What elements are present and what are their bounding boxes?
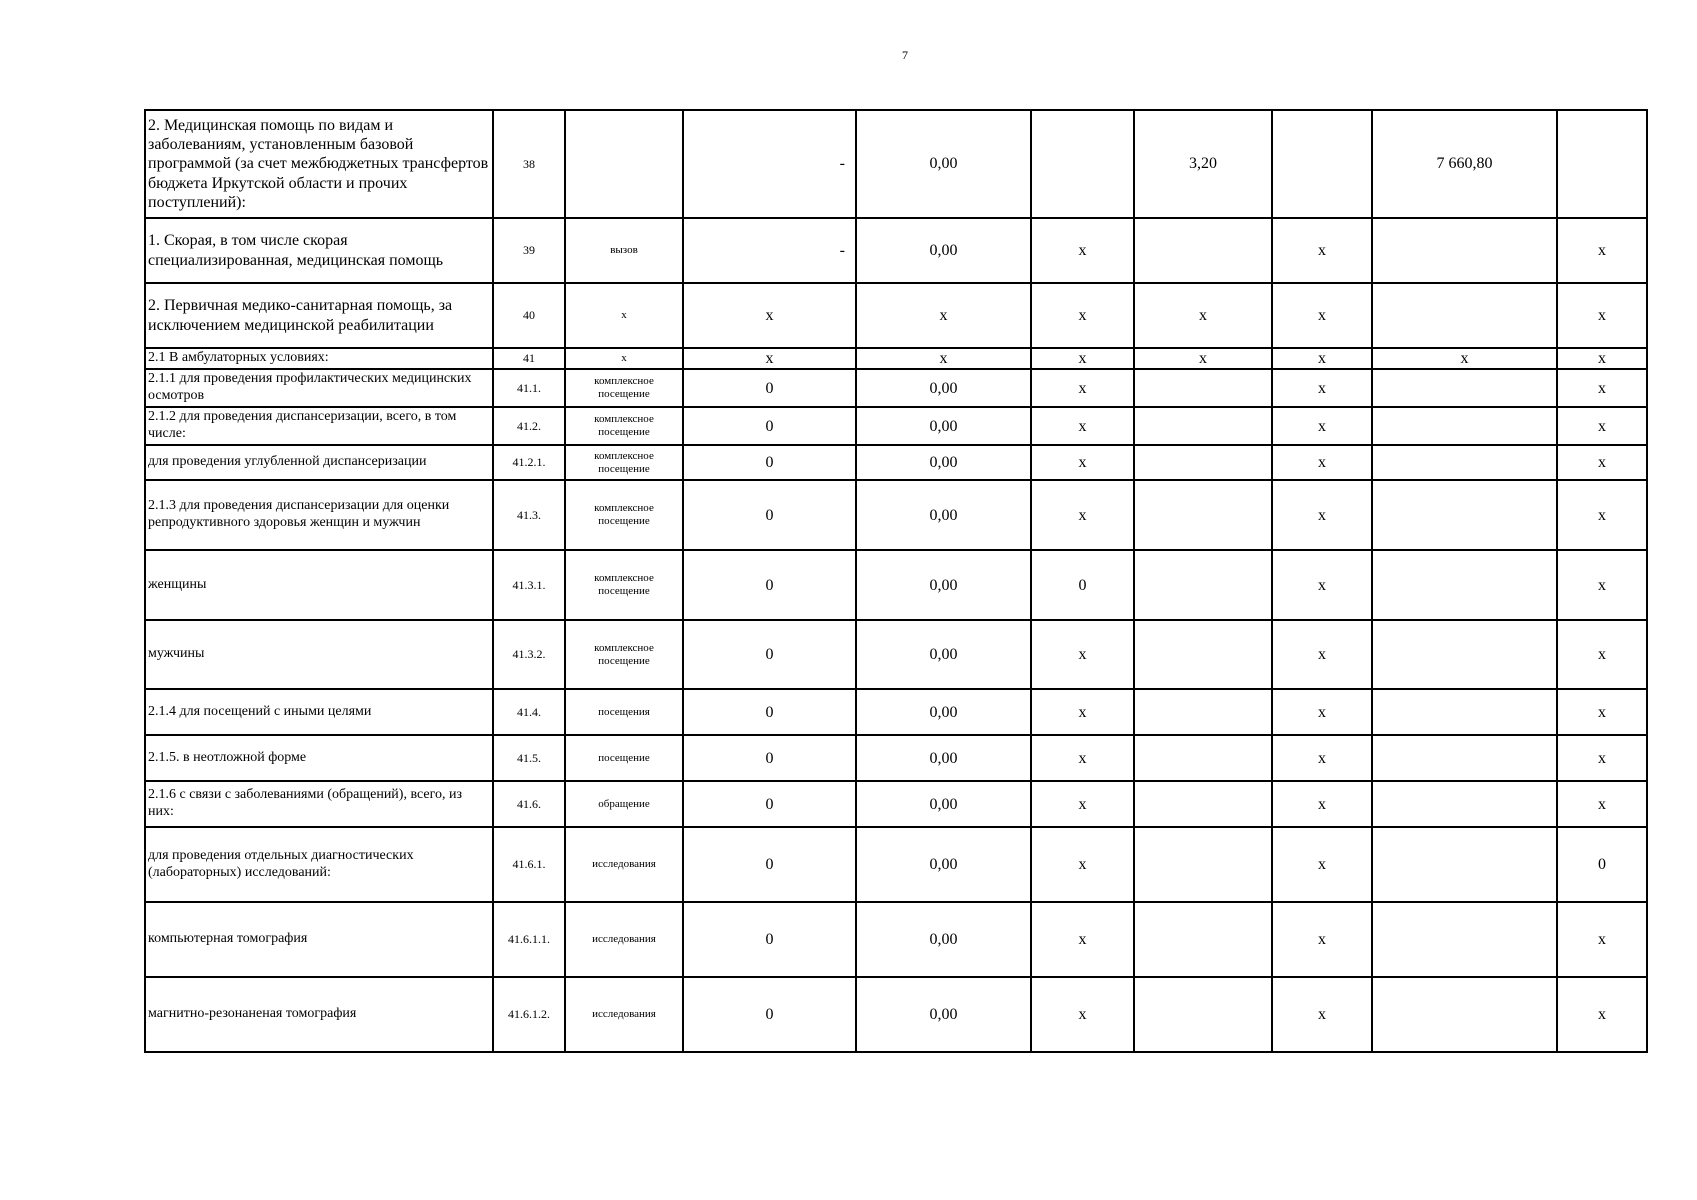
row-number: 41.1. <box>493 369 565 407</box>
table-row <box>145 781 1647 827</box>
cell-value-4 <box>1134 827 1272 902</box>
table-row <box>145 620 1647 689</box>
cell-value-1: 0 <box>683 827 856 902</box>
cell-value-4 <box>1134 620 1272 689</box>
cell-value-3: х <box>1031 445 1134 480</box>
cell-value-2: х <box>856 283 1031 348</box>
cell-value-1: 0 <box>683 977 856 1052</box>
cell-value-6 <box>1372 480 1557 550</box>
cell-value-1: - <box>683 218 856 283</box>
cell-value-2: 0,00 <box>856 480 1031 550</box>
cell-value-4 <box>1134 369 1272 407</box>
table-row <box>145 218 1647 283</box>
cell-value-3: х <box>1031 480 1134 550</box>
table-row <box>145 550 1647 620</box>
table-row <box>145 827 1647 902</box>
row-unit: исследования <box>565 827 683 902</box>
cell-value-5: х <box>1272 827 1372 902</box>
row-name: мужчины <box>145 620 493 689</box>
cell-value-3: х <box>1031 348 1134 369</box>
cell-value-3: х <box>1031 283 1134 348</box>
cell-value-7: х <box>1557 283 1647 348</box>
cell-value-1: 0 <box>683 735 856 781</box>
cell-value-5: х <box>1272 689 1372 735</box>
row-name: для проведения углубленной диспансеризации <box>145 445 493 480</box>
table-row <box>145 110 1647 218</box>
cell-value-6 <box>1372 902 1557 977</box>
table-row <box>145 902 1647 977</box>
cell-value-3 <box>1031 110 1134 218</box>
cell-value-2: 0,00 <box>856 689 1031 735</box>
cell-value-5: х <box>1272 620 1372 689</box>
row-unit: обращение <box>565 781 683 827</box>
cell-value-5: х <box>1272 218 1372 283</box>
row-name: 1. Скорая, в том числе скорая специализированная, медицинская помощь <box>145 218 493 283</box>
cell-value-6 <box>1372 827 1557 902</box>
row-number: 41.4. <box>493 689 565 735</box>
row-number: 38 <box>493 110 565 218</box>
page-number: 7 <box>902 48 908 62</box>
cell-value-7: х <box>1557 445 1647 480</box>
cell-value-7: х <box>1557 620 1647 689</box>
cell-value-3: х <box>1031 977 1134 1052</box>
row-name: для проведения отдельных диагностических (лабораторных) исследований: <box>145 827 493 902</box>
cell-value-5 <box>1272 110 1372 218</box>
cell-value-2: 0,00 <box>856 781 1031 827</box>
row-unit: х <box>565 283 683 348</box>
cell-value-4 <box>1134 407 1272 445</box>
table-row <box>145 689 1647 735</box>
cell-value-7: х <box>1557 735 1647 781</box>
row-number: 41.6.1.1. <box>493 902 565 977</box>
table-row <box>145 348 1647 369</box>
cell-value-5: х <box>1272 781 1372 827</box>
cell-value-3: 0 <box>1031 550 1134 620</box>
row-name: женщины <box>145 550 493 620</box>
row-unit: х <box>565 348 683 369</box>
table-row <box>145 283 1647 348</box>
cell-value-2: 0,00 <box>856 977 1031 1052</box>
cell-value-5: х <box>1272 445 1372 480</box>
row-name: 2.1 В амбулаторных условиях: <box>145 348 493 369</box>
cell-value-1: 0 <box>683 902 856 977</box>
cell-value-7: х <box>1557 218 1647 283</box>
row-number: 41 <box>493 348 565 369</box>
row-number: 41.3. <box>493 480 565 550</box>
cell-value-3: х <box>1031 781 1134 827</box>
cell-value-6 <box>1372 369 1557 407</box>
row-number: 41.6.1.2. <box>493 977 565 1052</box>
cell-value-5: х <box>1272 369 1372 407</box>
cell-value-4 <box>1134 689 1272 735</box>
table-row <box>145 977 1647 1052</box>
cell-value-1: 0 <box>683 407 856 445</box>
row-unit: посещения <box>565 689 683 735</box>
cell-value-5: х <box>1272 902 1372 977</box>
row-unit: комплексное посещение <box>565 407 683 445</box>
row-name: 2.1.2 для проведения диспансеризации, всего, в том числе: <box>145 407 493 445</box>
cell-value-6 <box>1372 620 1557 689</box>
row-number: 41.2.1. <box>493 445 565 480</box>
cell-value-3: х <box>1031 827 1134 902</box>
table-row <box>145 407 1647 445</box>
cell-value-6: 7 660,80 <box>1372 110 1557 218</box>
row-number: 41.3.1. <box>493 550 565 620</box>
row-unit: комплексное посещение <box>565 445 683 480</box>
cell-value-6 <box>1372 977 1557 1052</box>
financing-table <box>144 109 1648 1053</box>
cell-value-7: х <box>1557 369 1647 407</box>
cell-value-6 <box>1372 781 1557 827</box>
row-unit: посещение <box>565 735 683 781</box>
row-name: 2.1.5. в неотложной форме <box>145 735 493 781</box>
row-number: 39 <box>493 218 565 283</box>
cell-value-2: 0,00 <box>856 445 1031 480</box>
cell-value-1: 0 <box>683 550 856 620</box>
cell-value-2: 0,00 <box>856 620 1031 689</box>
cell-value-7: х <box>1557 550 1647 620</box>
cell-value-4 <box>1134 735 1272 781</box>
row-unit: исследования <box>565 902 683 977</box>
row-name: 2. Медицинская помощь по видам и заболеваниям, установленным базовой программой (за счет межбюджетных трансфертов бюджета Иркутской области и прочих поступлений): <box>145 110 493 218</box>
cell-value-4 <box>1134 480 1272 550</box>
cell-value-5: х <box>1272 550 1372 620</box>
cell-value-5: х <box>1272 283 1372 348</box>
cell-value-1: 0 <box>683 480 856 550</box>
row-unit: комплексное посещение <box>565 620 683 689</box>
cell-value-5: х <box>1272 735 1372 781</box>
cell-value-4 <box>1134 218 1272 283</box>
cell-value-1: х <box>683 348 856 369</box>
cell-value-4 <box>1134 977 1272 1052</box>
cell-value-7: х <box>1557 781 1647 827</box>
row-number: 41.2. <box>493 407 565 445</box>
row-unit <box>565 110 683 218</box>
cell-value-4: 3,20 <box>1134 110 1272 218</box>
cell-value-1: х <box>683 283 856 348</box>
cell-value-5: х <box>1272 407 1372 445</box>
cell-value-7: х <box>1557 407 1647 445</box>
cell-value-6 <box>1372 283 1557 348</box>
cell-value-6 <box>1372 445 1557 480</box>
cell-value-2: 0,00 <box>856 110 1031 218</box>
cell-value-3: х <box>1031 902 1134 977</box>
cell-value-7: х <box>1557 689 1647 735</box>
cell-value-5: х <box>1272 348 1372 369</box>
row-name: 2. Первичная медико-санитарная помощь, за исключением медицинской реабилитации <box>145 283 493 348</box>
cell-value-6 <box>1372 689 1557 735</box>
row-name: 2.1.1 для проведения профилактических медицинских осмотров <box>145 369 493 407</box>
row-name: магнитно-резонаненая томография <box>145 977 493 1052</box>
cell-value-7: х <box>1557 480 1647 550</box>
row-name: 2.1.4 для посещений с иными целями <box>145 689 493 735</box>
row-name: 2.1.6 с связи с заболеваниями (обращений), всего, из них: <box>145 781 493 827</box>
cell-value-3: х <box>1031 369 1134 407</box>
cell-value-7 <box>1557 110 1647 218</box>
table-row <box>145 480 1647 550</box>
row-number: 41.3.2. <box>493 620 565 689</box>
cell-value-7: х <box>1557 902 1647 977</box>
row-unit: комплексное посещение <box>565 369 683 407</box>
cell-value-6 <box>1372 218 1557 283</box>
cell-value-3: х <box>1031 689 1134 735</box>
cell-value-4 <box>1134 445 1272 480</box>
cell-value-2: 0,00 <box>856 735 1031 781</box>
cell-value-5: х <box>1272 977 1372 1052</box>
cell-value-4: х <box>1134 283 1272 348</box>
cell-value-2: 0,00 <box>856 827 1031 902</box>
cell-value-1: 0 <box>683 781 856 827</box>
cell-value-6 <box>1372 407 1557 445</box>
cell-value-6: х <box>1372 348 1557 369</box>
row-number: 40 <box>493 283 565 348</box>
cell-value-1: 0 <box>683 369 856 407</box>
cell-value-1: 0 <box>683 689 856 735</box>
table-row <box>145 735 1647 781</box>
cell-value-4 <box>1134 781 1272 827</box>
cell-value-1: 0 <box>683 620 856 689</box>
row-unit: исследования <box>565 977 683 1052</box>
cell-value-7: 0 <box>1557 827 1647 902</box>
table-row <box>145 445 1647 480</box>
row-unit: комплексное посещение <box>565 480 683 550</box>
cell-value-2: 0,00 <box>856 407 1031 445</box>
cell-value-2: х <box>856 348 1031 369</box>
cell-value-2: 0,00 <box>856 218 1031 283</box>
cell-value-2: 0,00 <box>856 902 1031 977</box>
row-name: 2.1.3 для проведения диспансеризации для оценки репродуктивного здоровья женщин и мужчин <box>145 480 493 550</box>
row-number: 41.6. <box>493 781 565 827</box>
cell-value-3: х <box>1031 735 1134 781</box>
table-row <box>145 369 1647 407</box>
cell-value-4 <box>1134 902 1272 977</box>
cell-value-4 <box>1134 550 1272 620</box>
cell-value-3: х <box>1031 218 1134 283</box>
row-unit: комплексное посещение <box>565 550 683 620</box>
row-number: 41.6.1. <box>493 827 565 902</box>
cell-value-7: х <box>1557 977 1647 1052</box>
row-number: 41.5. <box>493 735 565 781</box>
cell-value-1: - <box>683 110 856 218</box>
cell-value-4: х <box>1134 348 1272 369</box>
cell-value-7: х <box>1557 348 1647 369</box>
cell-value-3: х <box>1031 620 1134 689</box>
row-name: компьютерная томография <box>145 902 493 977</box>
cell-value-2: 0,00 <box>856 369 1031 407</box>
cell-value-5: х <box>1272 480 1372 550</box>
cell-value-1: 0 <box>683 445 856 480</box>
cell-value-3: х <box>1031 407 1134 445</box>
row-unit: вызов <box>565 218 683 283</box>
cell-value-6 <box>1372 550 1557 620</box>
cell-value-2: 0,00 <box>856 550 1031 620</box>
cell-value-6 <box>1372 735 1557 781</box>
